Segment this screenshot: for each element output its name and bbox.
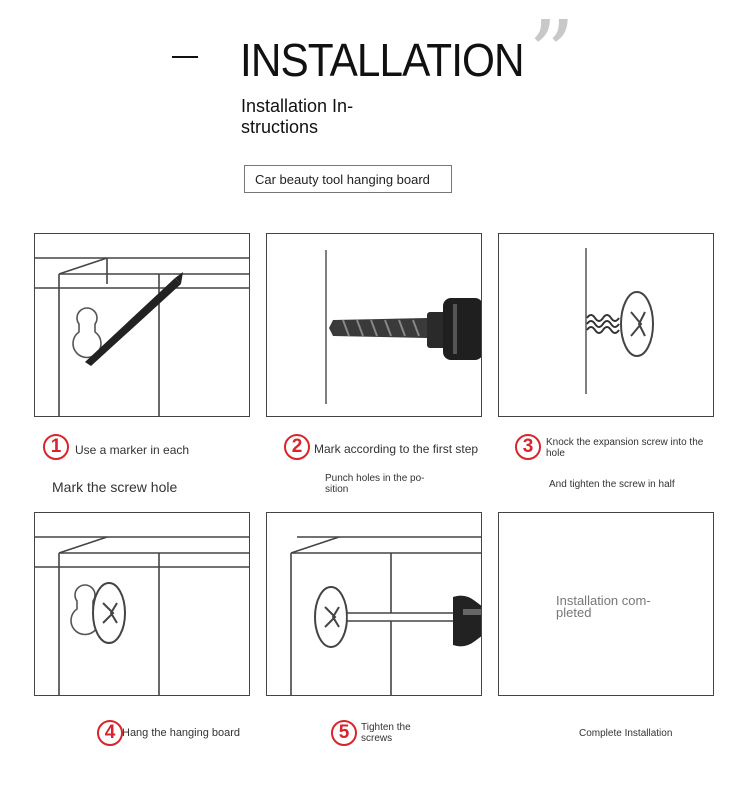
step-1-image	[34, 233, 250, 417]
step-1-caption: Use a marker in each	[75, 443, 190, 457]
step-4-caption: Hang the hanging board	[122, 727, 241, 739]
step-2-detail: Punch holes in the po-sition	[325, 473, 425, 495]
page-title: INSTALLATION	[240, 34, 524, 86]
step-4-number-badge: 4	[97, 720, 123, 746]
step-5-number-badge: 5	[331, 720, 357, 746]
step-3-detail: And tighten the screw in half	[549, 479, 675, 490]
title-dash	[172, 56, 198, 58]
step-1-number-badge: 1	[43, 434, 69, 460]
step-5-caption: Tighten the screws	[361, 722, 411, 744]
step-6-caption: Complete Installation	[579, 728, 673, 739]
product-tag: Car beauty tool hanging board	[244, 165, 452, 193]
quote-mark-icon: ”	[528, 1, 576, 108]
step-6-image	[498, 512, 714, 696]
step-2-caption: Mark according to the first step	[314, 442, 479, 456]
step-2-image	[266, 233, 482, 417]
step-2-number-badge: 2	[284, 434, 310, 460]
step-3-caption: Knock the expansion screw into the hole	[546, 437, 704, 459]
step-4-image	[34, 512, 250, 696]
step-1-detail: Mark the screw hole	[52, 479, 178, 495]
page-subtitle: Installation In-structions	[241, 96, 354, 137]
step-5-image	[266, 512, 482, 696]
installation-completed-text: Installation com-pleted	[556, 593, 651, 620]
step-3-image	[498, 233, 714, 417]
step-3-number-badge: 3	[515, 434, 541, 460]
